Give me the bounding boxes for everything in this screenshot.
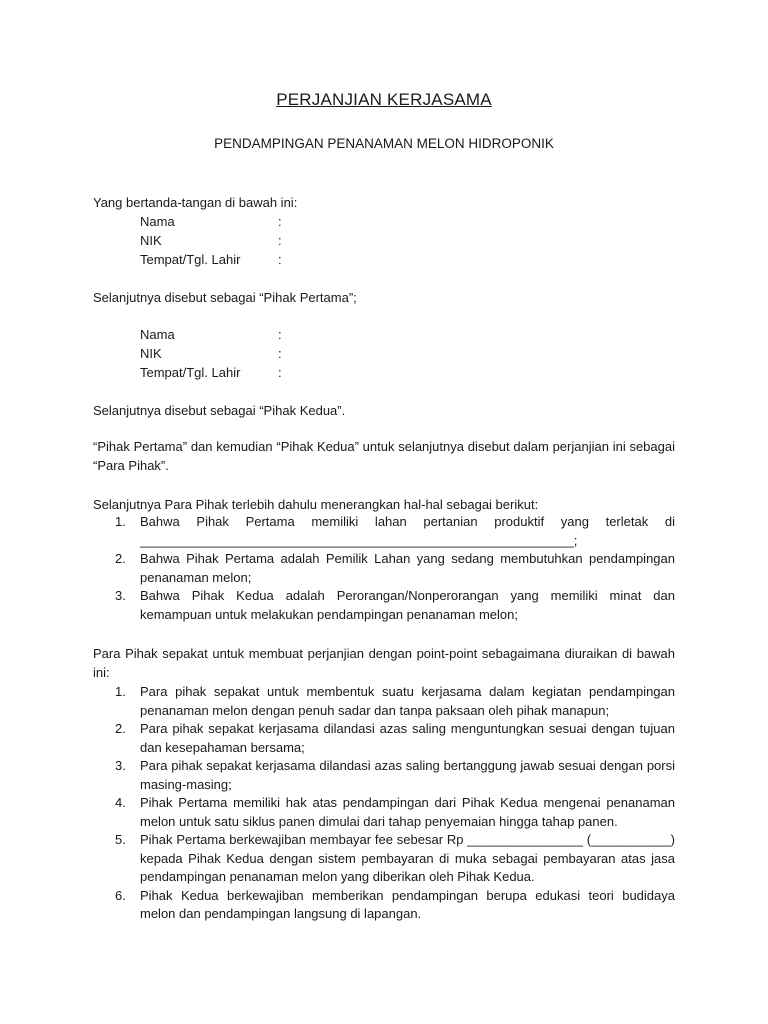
field-label: Tempat/Tgl. Lahir [140,252,241,267]
field-label: Tempat/Tgl. Lahir [140,365,241,380]
list-text: Bahwa Pihak Kedua adalah Perorangan/Nonperorangan yang memiliki minat dan kemampuan untuk melakukan pendampingan penanaman melon; [140,588,675,622]
list-item [93,720,675,757]
party2-designation: Selanjutnya disebut sebagai “Pihak Kedua”. [93,403,346,418]
list-text: Pihak Pertama memiliki hak atas pendampingan dari Pihak Kedua mengenai penanaman melon untuk satu siklus panen dimulai dari tahap penyemaian hingga tahap panen. [140,795,675,829]
recitals-intro: Selanjutnya Para Pihak terlebih dahulu menerangkan hal-hal sebagai berikut: [93,497,539,512]
list-item [93,757,675,794]
field-label: Nama [140,327,175,342]
intro-text: Yang bertanda-tangan di bawah ini: [93,195,298,210]
list-item [93,513,675,550]
list-item [93,831,675,887]
field-label: Nama [140,214,175,229]
party1-designation: Selanjutnya disebut sebagai “Pihak Pertama”; [93,290,357,305]
list-text: Bahwa Pihak Pertama memiliki lahan pertanian produktif yang terletak di ____________________________________________________________; [140,514,675,548]
list-number: 3. [115,588,126,603]
list-number: 4. [115,795,126,810]
recitals-list [93,513,675,624]
list-number: 1. [115,684,126,699]
list-text: Pihak Pertama berkewajiban membayar fee sebesar Rp ________________ (___________) kepada Pihak Kedua dengan sistem pembayaran di muka sebagai pembayaran atas jasa pendampingan penanaman melon yang diberikan oleh Pihak Kedua. [140,832,675,884]
field-colon: : [278,327,282,342]
document-title: PERJANJIAN KERJASAMA [276,90,492,109]
field-colon: : [278,233,282,248]
list-number: 3. [115,758,126,773]
list-item [93,683,675,720]
list-item [93,887,675,924]
list-number: 6. [115,887,126,903]
list-text: Bahwa Pihak Pertama adalah Pemilik Lahan yang sedang membutuhkan pendampingan penanaman melon; [140,551,675,585]
list-item [93,550,675,587]
field-colon: : [278,365,282,380]
field-colon: : [278,214,282,229]
list-text: Para pihak sepakat kerjasama dilandasi azas saling menguntungkan sesuai dengan tujuan dan kesepahaman bersama; [140,721,675,755]
list-number: 2. [115,721,126,736]
list-text: Para pihak sepakat untuk membentuk suatu kerjasama dalam kegiatan pendampingan penanaman melon dengan penuh sadar dan tanpa paksaan oleh pihak manapun; [140,684,675,718]
agreement-points-list [93,683,675,924]
document-subtitle: PENDAMPINGAN PENANAMAN MELON HIDROPONIK [214,136,554,151]
list-item [93,587,675,624]
list-text: Para pihak sepakat kerjasama dilandasi azas saling bertanggung jawab sesuai dengan porsi masing-masing; [140,758,675,792]
list-number: 1. [115,514,126,529]
list-number: 5. [115,832,126,847]
field-label: NIK [140,346,162,361]
parties-statement: “Pihak Pertama” dan kemudian “Pihak Kedua” untuk selanjutnya disebut dalam perjanjian ini sebagai “Para Pihak”. [93,439,675,473]
field-colon: : [278,252,282,267]
list-text: Pihak Kedua berkewajiban memberikan pendampingan berupa edukasi teori budidaya melon dan pendampingan langsung di lapangan. [140,887,675,921]
list-item [93,794,675,831]
field-colon: : [278,346,282,361]
list-number: 2. [115,551,126,566]
field-label: NIK [140,233,162,248]
agreement-intro: Para Pihak sepakat untuk membuat perjanjian dengan point-point sebagaimana diuraikan di bawah ini: [93,646,675,680]
